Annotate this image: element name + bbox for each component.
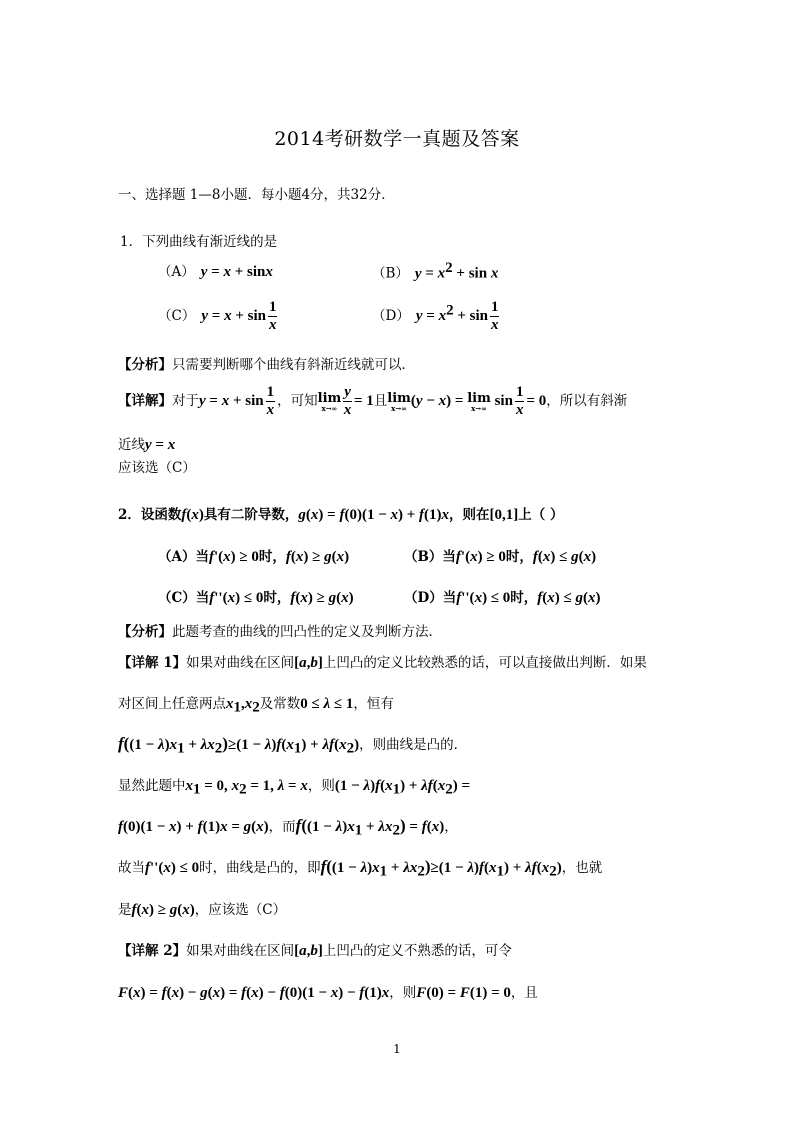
q2-option-b-label: （B）当 [404, 549, 456, 565]
q2-line2-a: 对区间上任意两点 [118, 696, 226, 712]
q1-detail-pre: 对于 [172, 393, 199, 409]
q2-stem-mid1: 具有二阶导数， [203, 507, 299, 523]
q2-line4-a: 显然此题中 [118, 778, 186, 794]
q2-detail1-tag: 【详解 1】 [118, 655, 187, 671]
q2-detail1-b: 上凹凸的定义比较熟悉的话，可以直接做出判断．如果 [322, 655, 647, 671]
q2-line9-tail: ，且 [510, 985, 538, 1001]
q2-detail2-b: 上凹凸的定义不熟悉的话，可令 [322, 943, 512, 959]
q2-line9-mid: ，则 [389, 985, 417, 1001]
q2-line6-c: ，也就 [561, 860, 603, 876]
q1-detail: 【详解】对于y = x + sin $\frac{1}{x}$ ，可知 lim x→∞ $\frac{y}{x}$ = 1且 lim x→∞ (y − x) = lim x→∞ sin $\frac{1}{x}$ = 0，所以有斜渐 [118, 384, 628, 418]
q2-line6-a: 故当 [118, 860, 145, 876]
q1-option-a-label: （A） [158, 264, 195, 280]
q1-option-c: （C） y = x + sin $\frac{1}{x}$ [158, 299, 277, 333]
q2-option-c-when: 时， [263, 590, 291, 606]
q1-detail-line2-text: 近线 [118, 437, 145, 453]
q1-option-a: （A） y = x + sinx [158, 264, 273, 280]
q1-option-c-label: （C） [158, 308, 196, 324]
page-number: 1 [393, 1042, 401, 1056]
q1-option-b-label: （B） [372, 265, 409, 282]
q2-option-d-label: （D）当 [404, 590, 457, 606]
q2-line3-tail: ，则曲线是凸的． [359, 737, 468, 753]
q1-analysis [118, 353, 415, 373]
q1-analysis-text: 只需要判断哪个曲线有斜渐近线就可以． [172, 357, 415, 373]
q1-analysis-tag: 【分析】 [118, 357, 172, 373]
q2-option-a-when: 时， [258, 549, 286, 565]
q2-line7-a: 是 [118, 902, 132, 918]
q2-analysis-tag: 【分析】 [118, 624, 172, 640]
q2-line6: 故当f''(x) ≤ 0时，曲线是凸的，即$f((1 - \lambda)x_1 + \lambda x_2)\ge(1 - \lambda)f(x_1) + \lambda f(x_2)$，也就 [118, 857, 603, 880]
q1-detail-tag: 【详解】 [118, 393, 172, 409]
q1-option-d: （D） $y = x^2 + \sin$ $\frac{1}{x}$ [372, 299, 499, 333]
q2-stem-tail: 上（ ） [518, 507, 564, 523]
q1-stem: 1．下列曲线有渐近线的是 [120, 234, 278, 250]
q2-option-d-when: 时， [510, 590, 538, 606]
q2-detail1: 【详解 1】如果对曲线在区间[a,b]上凹凸的定义比较熟悉的话，可以直接做出判断．如果 [118, 655, 647, 671]
q2-line4: 显然此题中$x_1 = 0$, $x_2 = 1$, λ = x，则$(1 - \lambda)f(x_1) + \lambda f(x_2)$ = [118, 778, 471, 798]
q2-line2: 对区间上任意两点$x_1,x_2$及常数0 ≤ λ ≤ 1，恒有 [118, 696, 394, 716]
q2-analysis-text: 此题考查的曲线的凹凸性的定义及判断方法． [172, 624, 442, 640]
q1-detail-mid2: 且 [373, 393, 388, 409]
page-title: 2014考研数学一真题及答案 [274, 128, 520, 150]
q2-line5-mid: ，而 [268, 819, 296, 835]
q2-option-a-label: （A）当 [158, 549, 209, 565]
q2-line2-b: 及常数 [259, 696, 301, 712]
q2-line3: $f((1 - \lambda)x_1 + \lambda x_2)\ge(1 - \lambda)f(x_1) + \lambda f(x_2)$，则曲线是凸的． [118, 734, 468, 757]
q2-analysis [118, 620, 442, 640]
q1-option-b: （B） $y = x^2 + \sin x$ [372, 260, 499, 282]
q2-line6-b: 时，曲线是凸的，即 [199, 860, 321, 876]
q1-detail-line2: 近线y = x [118, 437, 176, 453]
q2-option-d: （D）当f''(x) ≤ 0时，f(x) ≤ g(x) [404, 590, 601, 606]
section-heading: 一、选择题 1—8小题．每小题4分，共32分． [118, 187, 395, 203]
q2-line2-c: ，恒有 [353, 696, 394, 712]
q2-line7-b: ，应该选（C） [194, 902, 287, 918]
q2-detail2-a: 如果对曲线在区间 [186, 943, 295, 959]
q2-option-c-label: （C）当 [158, 590, 210, 606]
q2-detail2: 【详解 2】如果对曲线在区间[a,b]上凹凸的定义不熟悉的话，可令 [118, 943, 512, 959]
q1-option-d-label: （D） [372, 308, 410, 324]
q2-option-b-when: 时， [505, 549, 533, 565]
q2-line5: f(0)(1 − x) + f(1)x = g(x)，而$f((1 - \lambda)x_1 + \lambda x_2) = f(x)$， [118, 816, 458, 839]
q2-line9: F(x) = f(x) − g(x) = f(x) − f(0)(1 − x) − f(1)x，则F(0) = F(1) = 0，且 [118, 985, 538, 1001]
q1-detail-mid1: ，可知 [277, 393, 318, 409]
q1-detail-tail: ，所以有斜渐 [546, 393, 628, 409]
q2-option-c: （C）当f''(x) ≤ 0时，f(x) ≥ g(x) [158, 590, 354, 606]
q2-detail1-a: 如果对曲线在区间 [186, 655, 295, 671]
q2-option-b: （B）当f'(x) ≥ 0时，f(x) ≤ g(x) [404, 549, 597, 565]
q2-detail2-tag: 【详解 2】 [118, 943, 187, 959]
q2-option-a: （A）当f'(x) ≥ 0时，f(x) ≥ g(x) [158, 549, 350, 565]
q1-answer: 应该选（C） [118, 460, 196, 476]
q2-line4-b: ，则 [307, 778, 335, 794]
q2-line7: 是f(x) ≥ g(x)，应该选（C） [118, 902, 287, 918]
q2-stem-pre: 2．设函数 [118, 507, 182, 523]
q2-stem-mid2: ，则在 [449, 507, 490, 523]
q2-stem: 2．设函数f(x)具有二阶导数，g(x) = f(0)(1 − x) + f(1)x，则在[0,1]上（ ） [118, 507, 564, 523]
q2-line5-tail: ， [444, 819, 458, 835]
